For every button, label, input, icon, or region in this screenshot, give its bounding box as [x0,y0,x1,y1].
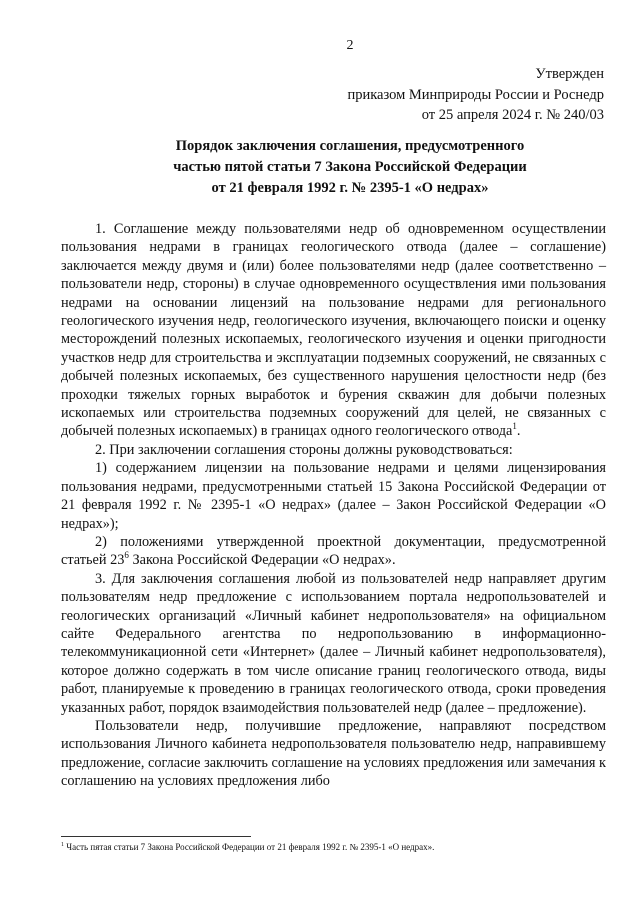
paragraph-6: Пользователи недр, получившие предложение, направляют посредством использования Личного кабинета недропользователя пользователю недр, направившему предложение, согласие заключить соглашение на условиях предложения или замечания к соглашению на условиях предложения либо [61,717,606,790]
paragraph-1 [61,220,606,441]
approval-line-approved: Утвержден [535,66,604,82]
document-body [61,220,606,791]
footnote-reference: 1 [512,421,517,432]
approval-block [347,64,604,126]
title-line-3: от 21 февраля 1992 г. № 2395-1 «О недрах» [211,180,489,196]
footnote [61,841,621,853]
paragraph-4-text: 2) положениями утвержденной проектной документации, предусмотренной статьей 23 [61,533,606,569]
title-line-2: частью пятой статьи 7 Закона Российской Федерации [173,159,527,175]
title-line-1: Порядок заключения соглашения, предусмотренного [175,138,525,154]
paragraph-5: 3. Для заключения соглашения любой из пользователей недр направляет другим пользователям недр предложение с использованием портала недропользователей и геологических организаций «Личный кабинет недропользователя» на официальном сайте Федерального агентства по недропользованию в информационно-телекоммуникационной сети «Интернет» (далее – Личный кабинет недропользователя), которое должно содержать в том числе описание границ геологического отвода, виды работ, планируемые к проведению в границах геологического отвода, сроки проведения указанных работ, порядок взаимодействия пользователей недр (далее – предложение). [61,570,606,716]
paragraph-1-text: 1. Соглашение между пользователями недр об одновременном осуществлении пользования недрами в границах геологического отвода (далее – соглашение) заключается между двумя и (или) более пользователями недр (далее соответственно – пользователи недр, стороны) в случае одновременного осуществления ими пользования недрами на основании лицензий на пользование недрами для регионального геологического изучения недр, геологического изучения, включающего поиски и оценку месторождений полезных ископаемых, геологического изучения и оценки пригодности участков недр для строительства и эксплуатации подземных сооружений, не связанных с добычей полезных ископаемых, без существенного нарушения целостности недр (без проходки тяжелых горных выработок и бурения скважин для добычи полезных ископаемых или строительства подземных сооружений для целей, не связанных с добычей полезных ископаемых) в границах одного геологического отвода [61,221,606,440]
paragraph-3: 1) содержанием лицензии на пользование недрами и целями лицензирования пользования недрами, предусмотренными статьей 15 Закона Российской Федерации от 21 февраля 1992 г. № 2395-1 «О недрах» (далее – Закон Российской Федерации «О недрах»); [61,460,606,532]
footnote-text: Часть пятая статьи 7 Закона Российской Федерации от 21 февраля 1992 г. № 2395-1 «О недрах». [64,842,435,852]
page-number: 2 [346,38,354,53]
paragraph-2: 2. При заключении соглашения стороны должны руководствоваться: [95,441,513,458]
footnote-divider [61,836,251,837]
approval-line-order: приказом Минприроды России и Роснедр [347,86,604,103]
paragraph-4 [61,533,606,570]
footnote-marker: 1 [61,842,64,848]
paragraph-1-end: . [516,423,521,440]
approval-line-date: от 25 апреля 2024 г. № 240/03 [421,107,604,123]
paragraph-4-end: Закона Российской Федерации «О недрах». [128,552,396,569]
document-title [0,136,640,199]
article-superscript: 6 [124,550,129,561]
